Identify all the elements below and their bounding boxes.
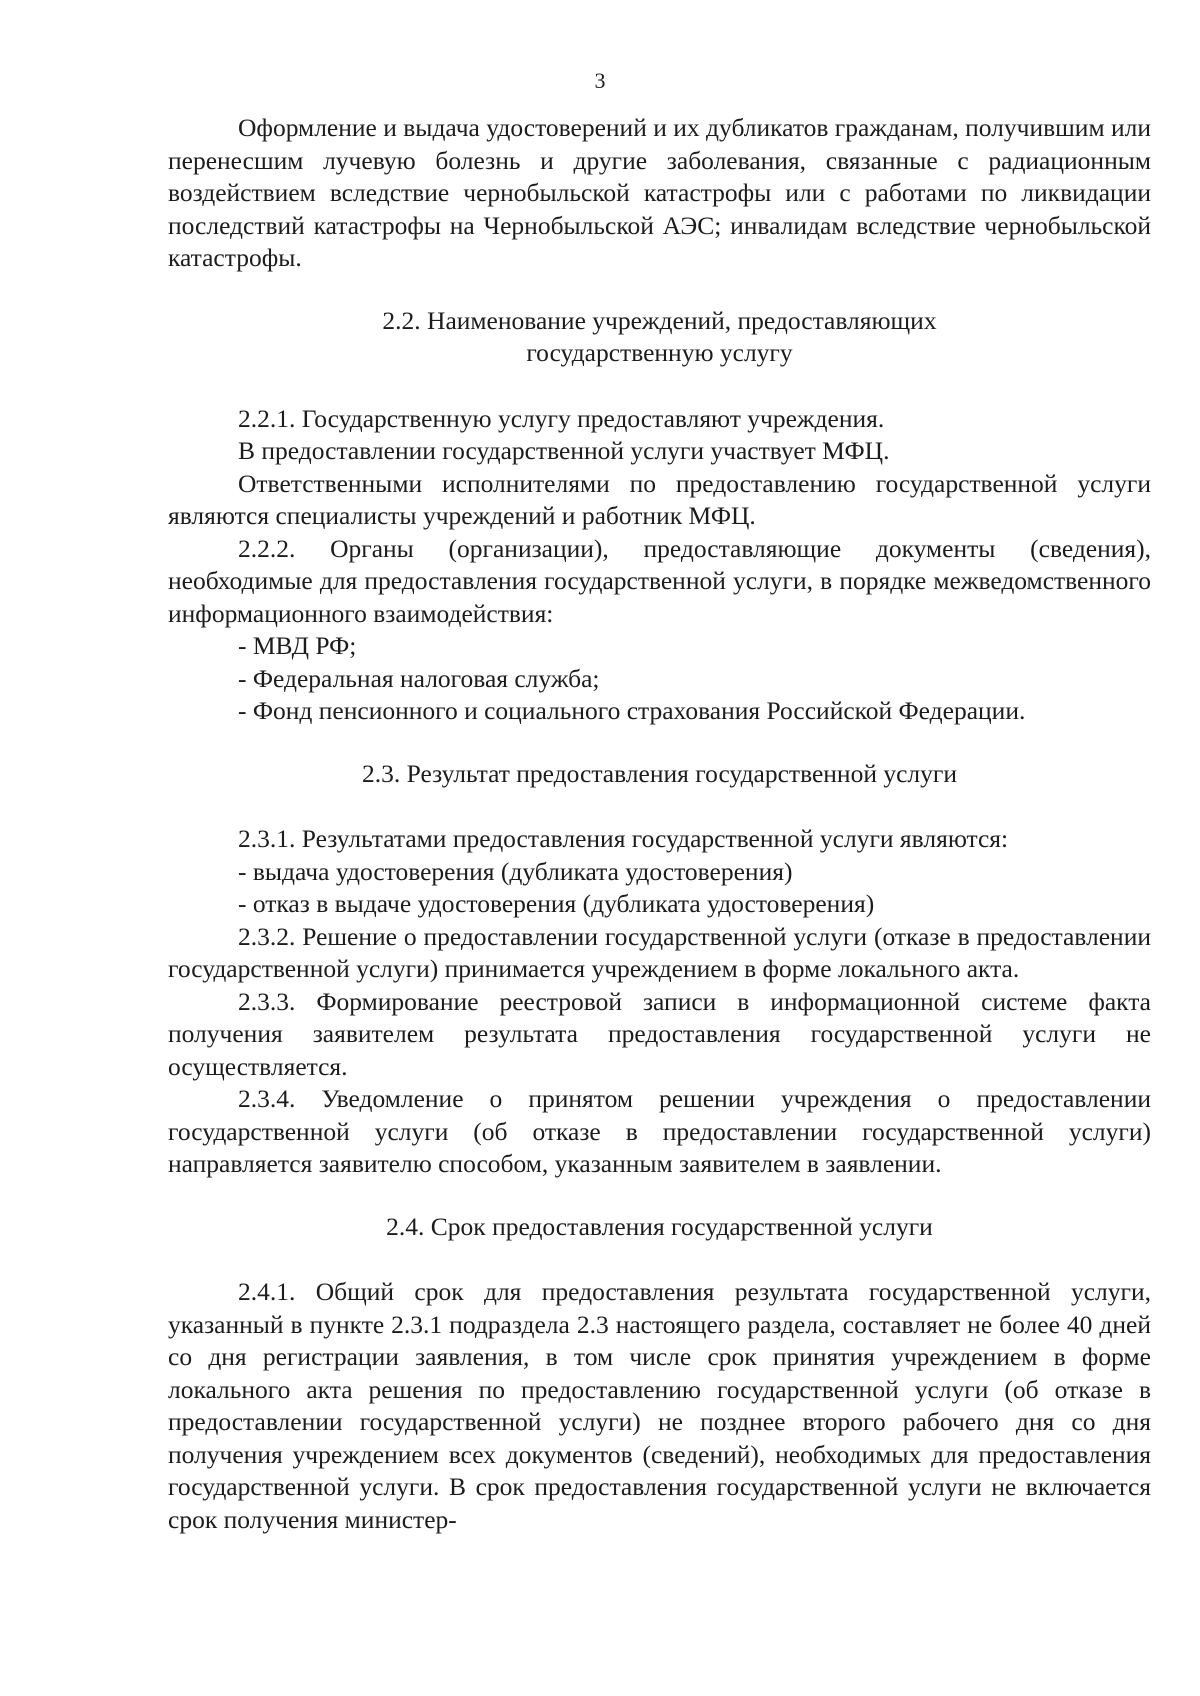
list-item: - отказ в выдаче удостоверения (дубликата удостоверения) [238, 889, 875, 918]
section-2-2-heading-line1: 2.2. Наименование учреждений, предоставляющих [382, 305, 937, 335]
document-body [168, 112, 1151, 1536]
section-2-2-heading-line2: государственную услугу [526, 338, 793, 367]
paragraph-2-3-1: 2.3.1. Результатами предоставления государственной услуги являются: [238, 824, 1009, 853]
page-number: 3 [594, 68, 606, 93]
paragraph-mfc: В предоставлении государственной услуги участвует МФЦ. [238, 436, 890, 465]
paragraph-2-4-1: 2.4.1. Общий срок для предоставления результата государственной услуги, указанный в пункте 2.3.1 подраздела 2.3 настоящего раздела, составляет не более 40 дней со дня регистрации заявления, в том числе срок принятия учреждением в форме локального акта решения по предоставлению государственной услуги (об отказе в предоставлении государственной услуги) не позднее второго рабочего дня со дня получения учреждением всех документов (сведений), необходимых для предоставления государственной услуги. В срок предоставления государственной услуги не включается срок получения министер- [168, 1277, 1151, 1534]
paragraph-2-3-4: 2.3.4. Уведомление о принятом решении учреждения о предоставлении государственной услуги (об отказе в предоставлении государственной услуги) направляется заявителю способом, указанным заявителем в заявлении. [168, 1084, 1151, 1178]
paragraph-2-3-2: 2.3.2. Решение о предоставлении государственной услуги (отказе в предоставлении государственной услуги) принимается учреждением в форме локального акта. [168, 921, 1151, 983]
list-item: - МВД РФ; [238, 631, 357, 660]
intro-paragraph: Оформление и выдача удостоверений и их дубликатов гражданам, получившим или перенесшим лучевую болезнь и другие заболевания, связанные с радиационным воздействием вследствие чернобыльской катастрофы или с работами по ликвидации последствий катастрофы на Чернобыльской АЭС; инвалидам вследствие чернобыльской катастрофы. [168, 113, 1151, 272]
list-item: - выдача удостоверения (дубликата удостоверения) [238, 856, 793, 886]
paragraph-2-2-2: 2.2.2. Органы (организации), предоставляющие документы (сведения), необходимые для предоставления государственной услуги, в порядке межведомственного информационного взаимодействия: [168, 533, 1151, 628]
paragraph-2-3-3: 2.3.3. Формирование реестровой записи в информационной системе факта получения заявителем результата предоставления государственной услуги не осуществляется. [168, 986, 1151, 1081]
list-item: - Федеральная налоговая служба; [238, 663, 600, 693]
list-item: - Фонд пенсионного и социального страхования Российской Федерации. [238, 696, 1026, 725]
paragraph-responsible: Ответственными исполнителями по предоставлению государственной услуги являются специалисты учреждений и работник МФЦ. [168, 468, 1151, 530]
paragraph-2-2-1: 2.2.1. Государственную услугу предоставляют учреждения. [238, 403, 885, 433]
section-2-3-heading: 2.3. Результат предоставления государственной услуги [361, 758, 958, 788]
section-2-4-heading: 2.4. Срок предоставления государственной услуги [386, 1211, 933, 1241]
